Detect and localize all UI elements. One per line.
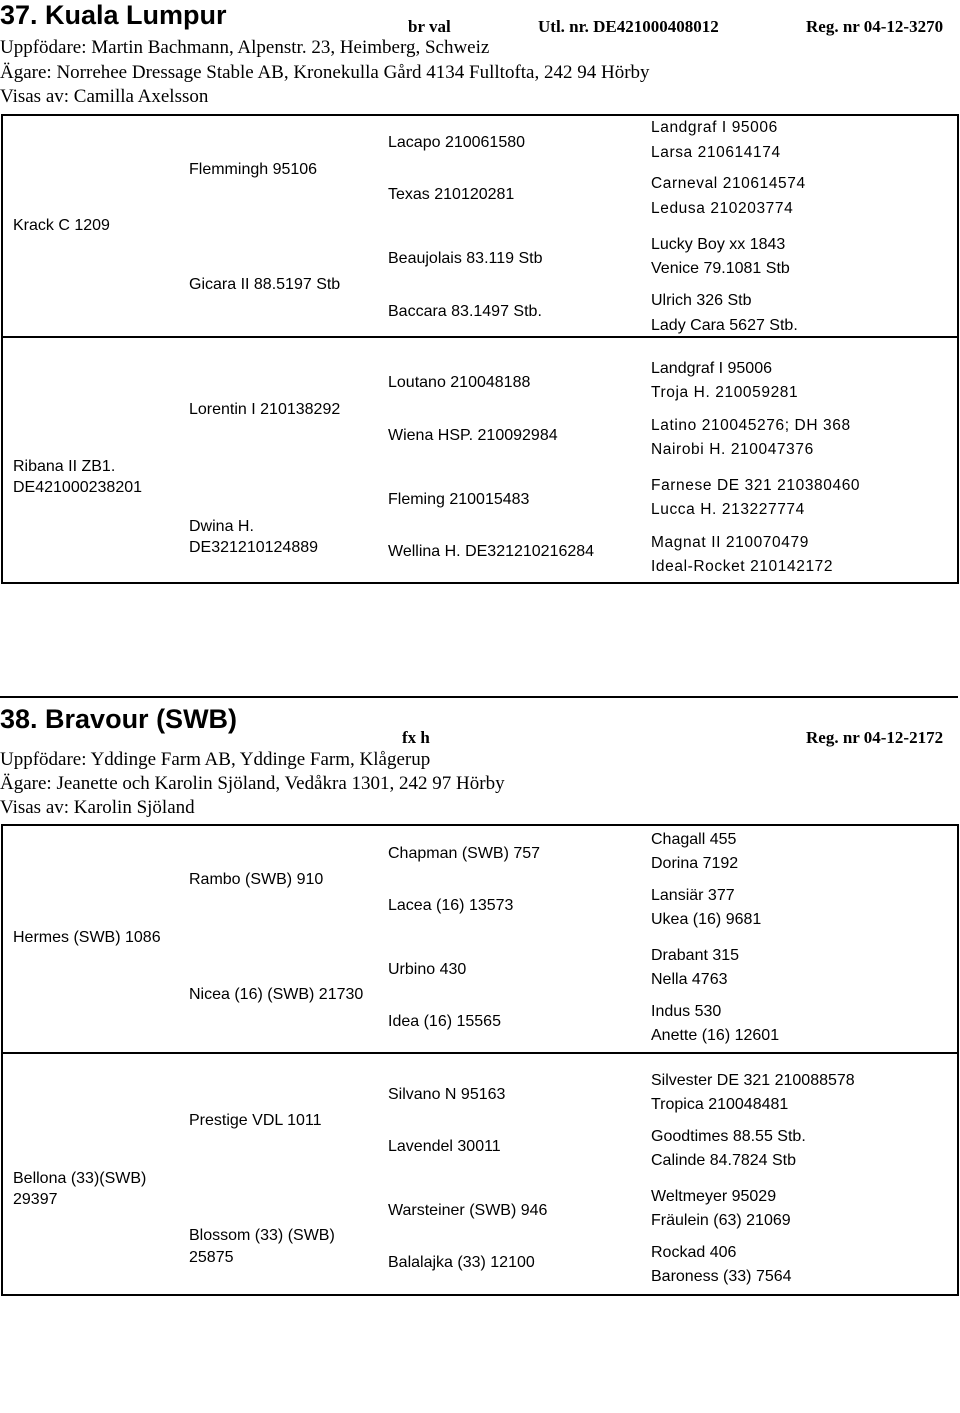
pedigree-divider: [3, 336, 957, 338]
dam-sire-dam: Lavendel 30011: [388, 1138, 501, 1155]
sire-dam: Nicea (16) (SWB) 21730: [189, 986, 364, 1003]
entry-title: 38. Bravour (SWB): [0, 704, 238, 734]
pedigree-divider: [3, 1052, 957, 1054]
g4-name: Latino 210045276; DH 368: [651, 417, 851, 434]
g4-name: Chagall 455: [651, 831, 737, 848]
g4-name: Goodtimes 88.55 Stb.: [651, 1128, 806, 1145]
dam-dam-name: Dwina H.: [189, 518, 254, 535]
sire-dam-sire: Urbino 430: [388, 961, 467, 978]
g4-name: Lansiär 377: [651, 887, 735, 904]
owner: Ägare: Norrehee Dressage Stable AB, Kronekulla Gård 4134 Fulltofta, 242 94 Hörby: [0, 62, 650, 83]
g4-name: Dorina 7192: [651, 855, 739, 872]
reg-number: Reg. nr 04-12-2172: [806, 728, 944, 747]
dam-sire: Lorentin I 210138292: [189, 401, 341, 418]
g4-name: Baroness (33) 7564: [651, 1268, 792, 1285]
g4-name: Nairobi H. 210047376: [651, 441, 814, 458]
g4-name: Nella 4763: [651, 971, 728, 988]
breeder: Uppfödare: Yddinge Farm AB, Yddinge Farm, Klågerup: [0, 749, 431, 770]
g4-name: Drabant 315: [651, 947, 740, 964]
dam-sire-sire: Loutano 210048188: [388, 374, 531, 391]
dam-sire: Prestige VDL 1011: [189, 1112, 322, 1129]
g4-name: Lucky Boy xx 1843: [651, 236, 786, 253]
g4-name: Weltmeyer 95029: [651, 1188, 777, 1205]
g4-name: Venice 79.1081 Stb: [651, 260, 790, 277]
sire: Hermes (SWB) 1086: [13, 929, 161, 946]
g4-name: Lady Cara 5627 Stb.: [651, 317, 798, 334]
g4-name: Ukea (16) 9681: [651, 911, 762, 928]
sire-sire: Rambo (SWB) 910: [189, 871, 324, 888]
g4-name: Troja H. 210059281: [651, 384, 799, 401]
dam-name: Bellona (33)(SWB): [13, 1170, 147, 1187]
utl-number: Utl. nr. DE421000408012: [538, 17, 719, 36]
dam-number: DE421000238201: [13, 479, 143, 496]
g4-name: Carneval 210614574: [651, 175, 806, 192]
sire-sire-dam: Texas 210120281: [388, 186, 515, 203]
g4-name: Larsa 210614174: [651, 144, 781, 161]
dam-dam-number: DE321210124889: [189, 539, 319, 556]
dam-dam-sire: Fleming 210015483: [388, 491, 530, 508]
shown-by: Visas av: Karolin Sjöland: [0, 797, 195, 818]
dam-sire-dam: Wiena HSP. 210092984: [388, 427, 558, 444]
g4-name: Magnat II 210070479: [651, 534, 809, 551]
entry-title: 37. Kuala Lumpur: [0, 0, 227, 30]
dam-name: Ribana II ZB1.: [13, 458, 116, 475]
dam-sire-sire: Silvano N 95163: [388, 1086, 506, 1103]
breeder: Uppfödare: Martin Bachmann, Alpenstr. 23, Heimberg, Schweiz: [0, 37, 490, 58]
g4-name: Ulrich 326 Stb: [651, 292, 752, 309]
g4-name: Calinde 84.7824 Stb: [651, 1152, 796, 1169]
sire: Krack C 1209: [13, 217, 110, 234]
sire-dam-dam: Idea (16) 15565: [388, 1013, 501, 1030]
sire-sire: Flemmingh 95106: [189, 161, 318, 178]
sire-dam-sire: Beaujolais 83.119 Stb: [388, 250, 543, 267]
shown-by: Visas av: Camilla Axelsson: [0, 86, 209, 107]
g4-name: Ledusa 210203774: [651, 200, 794, 217]
sire-sire-sire: Chapman (SWB) 757: [388, 845, 541, 862]
g4-name: Silvester DE 321 210088578: [651, 1072, 855, 1089]
sire-dam: Gicara II 88.5197 Stb: [189, 276, 341, 293]
sire-dam-dam: Baccara 83.1497 Stb.: [388, 303, 542, 320]
sex-color: fx h: [402, 728, 430, 747]
g4-name: Landgraf I 95006: [651, 119, 778, 136]
section-divider: [0, 696, 958, 698]
g4-name: Indus 530: [651, 1003, 722, 1020]
dam-dam-dam: Wellina H. DE321210216284: [388, 543, 595, 560]
g4-name: Fräulein (63) 21069: [651, 1212, 791, 1229]
g4-name: Tropica 210048481: [651, 1096, 789, 1113]
g4-name: Lucca H. 213227774: [651, 501, 805, 518]
dam-dam-sire: Warsteiner (SWB) 946: [388, 1202, 548, 1219]
dam-dam-dam: Balalajka (33) 12100: [388, 1254, 535, 1271]
dam-dam-name: Blossom (33) (SWB): [189, 1227, 335, 1244]
g4-name: Ideal-Rocket 210142172: [651, 558, 834, 575]
dam-dam-number: 25875: [189, 1249, 234, 1266]
sire-sire-dam: Lacea (16) 13573: [388, 897, 514, 914]
reg-number: Reg. nr 04-12-3270: [806, 17, 944, 36]
g4-name: Anette (16) 12601: [651, 1027, 780, 1044]
sire-sire-sire: Lacapo 210061580: [388, 134, 526, 151]
g4-name: Rockad 406: [651, 1244, 737, 1261]
dam-number: 29397: [13, 1191, 58, 1208]
sex-color: br val: [408, 17, 451, 36]
g4-name: Landgraf I 95006: [651, 360, 772, 377]
g4-name: Farnese DE 321 210380460: [651, 477, 861, 494]
owner: Ägare: Jeanette och Karolin Sjöland, Vedåkra 1301, 242 97 Hörby: [0, 773, 505, 794]
